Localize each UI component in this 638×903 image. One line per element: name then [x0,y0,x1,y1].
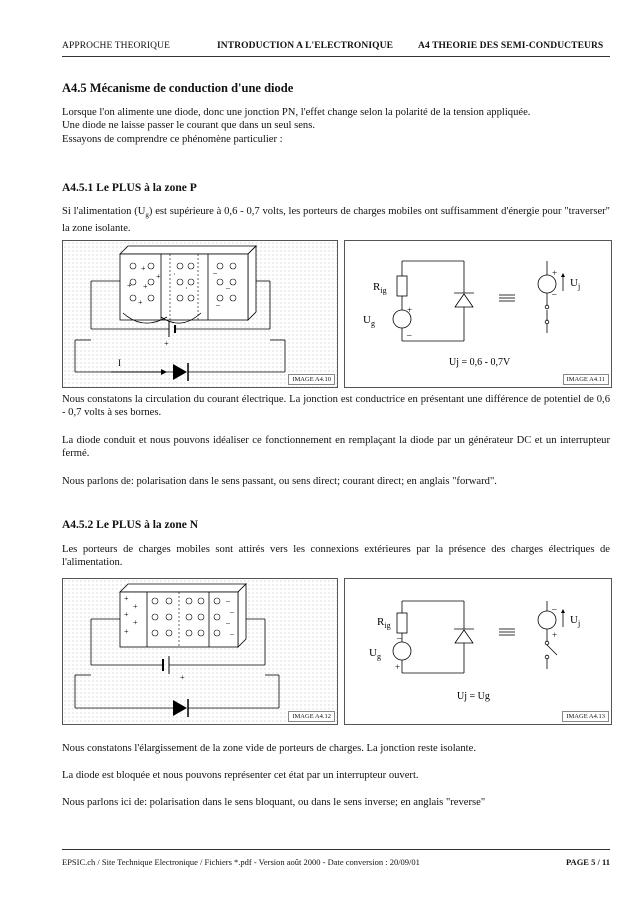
header-center: INTRODUCTION A L'ELECTRONIQUE [217,41,394,51]
svg-text:–: – [226,283,230,292]
subsection-title-1: A4.5.1 Le PLUS à la zone P [62,182,197,194]
circuit-reverse-svg [345,579,611,724]
svg-text:+: + [552,630,558,640]
svg-text:–: – [216,300,220,309]
intro-line: Essayons de comprendre ce phénomène particulier : [62,133,283,145]
resistor-label: $R_{ig}$ [373,281,387,295]
svg-text:–: – [230,629,234,638]
header-right: A4 THEORIE DES SEMI-CONDUCTEURS [418,41,604,51]
equivalent-circuit-reverse [344,578,612,725]
svg-text:+: + [407,305,413,315]
svg-text:+: + [138,298,143,307]
intro-line: Une diode ne laisse passer le courant que dans un seul sens. [62,120,316,132]
junction-voltage-label: $U_j$ [570,277,581,291]
svg-text:+: + [141,264,146,273]
svg-text:+: + [164,339,169,348]
sub2-after-1: Nous constatons l'élargissement de la zone vide de porteurs de charges. La jonction reste isolante. [62,743,476,754]
junction-reverse-svg [63,579,337,724]
source-label: $U_g$ [363,314,375,328]
svg-text:+: + [156,272,161,281]
svg-text:·: · [185,284,188,293]
svg-text:–: – [397,633,402,643]
subsection-title-2: A4.5.2 Le PLUS à la zone N [62,519,199,531]
circuit-forward-svg [345,241,611,387]
sub2-paragraph: Les porteurs de charges mobiles sont attirés vers les connexions extérieures par la présence des charges électriques de l'alimentation. [62,544,610,569]
header-left: APPROCHE THEORIQUE [62,41,170,51]
svg-text:–: – [552,604,557,614]
header-rule [62,56,610,57]
junction-voltage-label: $U_j$ [570,614,581,628]
svg-text:·: · [173,270,176,279]
figure-caption: IMAGE A4.12 [288,711,335,722]
svg-text:–: – [226,618,230,627]
current-label: I [118,358,121,368]
figure-caption: IMAGE A4.13 [562,711,609,722]
page-number: PAGE 5 / 11 [566,857,610,867]
source-label: $U_g$ [369,647,381,661]
svg-text:–: – [407,330,412,340]
sub2-after-2: La diode est bloquée et nous pouvons représenter cet état par un interrupteur ouvert. [62,770,419,781]
sub1-paragraph: Si l'alimentation $(U_g)$ est supérieure à 0,6 - 0,7 volts, les porteurs de charges mobiles ont suffisamment d'énergie pour "traverser" la zone isolante. [62,206,611,235]
figure-caption: IMAGE A4.11 [563,374,609,385]
section-title: A4.5 Mécanisme de conduction d'une diode [62,81,294,95]
svg-text:+: + [124,594,129,603]
reverse-voltage-label: Uj = Ug [457,691,490,702]
sub1-after-3: Nous parlons de: polarisation dans le sens passant, ou sens direct; courant direct; en anglais "forward". [62,476,497,487]
svg-text:+: + [143,282,148,291]
junction-forward-svg [63,241,337,387]
footer-left: EPSIC.ch / Site Technique Electronique / Fichiers *.pdf - Version août 2000 - Date conversion : 20/09/01 [62,857,420,867]
svg-text:–: – [226,596,230,605]
figure-caption: IMAGE A4.10 [288,374,335,385]
equivalent-circuit-forward [344,240,612,388]
footer-rule [62,849,610,850]
svg-text:+: + [180,673,185,682]
junction-diagram-forward [62,240,338,388]
svg-text:+: + [127,281,132,290]
svg-text:+: + [133,618,138,627]
svg-text:–: – [552,289,557,299]
sub2-after-3: Nous parlons ici de: polarisation dans le sens bloquant, ou dans le sens inverse; en anglais "reverse" [62,797,486,808]
svg-text:+: + [552,268,558,278]
svg-text:+: + [395,662,401,672]
forward-voltage-label: Uj = 0,6 - 0,7V [449,357,511,368]
junction-diagram-reverse [62,578,338,725]
svg-text:+: + [124,610,129,619]
sub1-after-1: Nous constatons la circulation du courant électrique. La jonction est conductrice en présentant une différence de potentiel de 0,6 - 0,7 volts à ses bornes. [62,394,610,419]
resistor-label: $R_{ig}$ [377,616,391,630]
intro-paragraph [62,106,610,146]
svg-text:+: + [124,627,129,636]
svg-text:+: + [133,602,138,611]
sub1-after-2: La diode conduit et nous pouvons idéaliser ce fonctionnement en remplaçant la diode par un générateur DC et un interrupteur fermé. [62,435,610,460]
svg-text:–: – [213,268,217,277]
intro-line: Lorsque l'on alimente une diode, donc une jonction PN, l'effet change selon la polarité de la tension appliquée. [62,107,531,118]
svg-text:–: – [230,607,234,616]
